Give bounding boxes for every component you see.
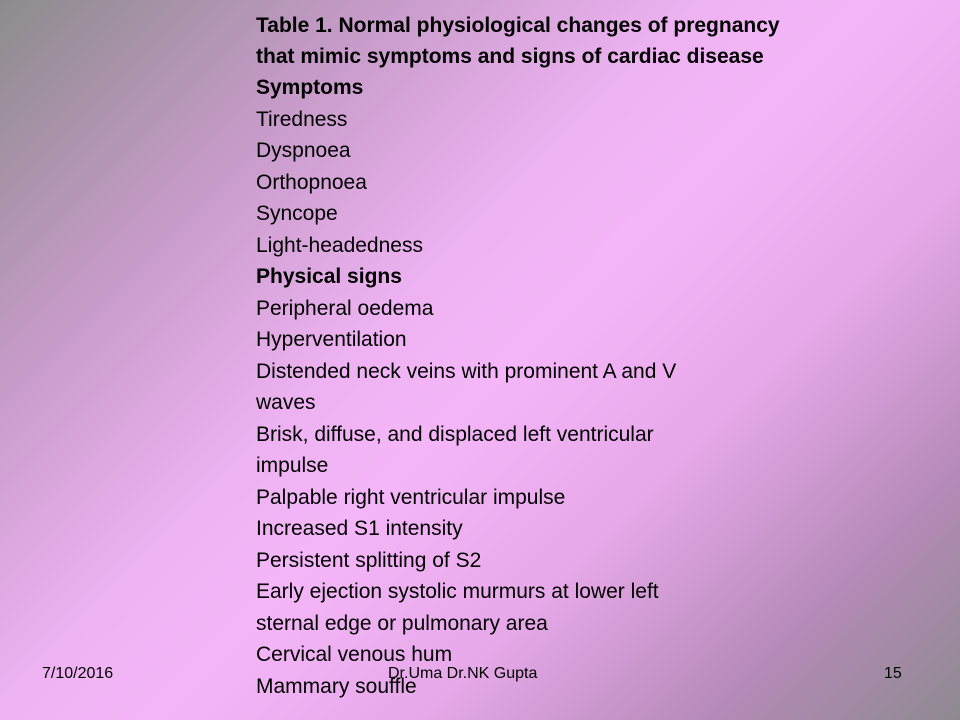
sign-item: Increased S1 intensity xyxy=(256,517,463,540)
symptom-item: Syncope xyxy=(256,202,338,225)
symptom-item: Orthopnoea xyxy=(256,170,367,194)
symptom-item: Tiredness xyxy=(256,107,348,131)
sign-item-continuation: sternal edge or pulmonary area xyxy=(256,611,548,635)
footer-date: 7/10/2016 xyxy=(42,665,114,682)
slide-title xyxy=(256,10,946,72)
sign-item: Brisk, diffuse, and displaced left ventricular xyxy=(256,422,654,446)
sign-item: Hyperventilation xyxy=(256,328,407,351)
sign-item: Palpable right ventricular impulse xyxy=(256,485,566,509)
sign-item: Peripheral oedema xyxy=(256,296,434,320)
title-line-2: that mimic symptoms and signs of cardiac disease xyxy=(256,45,764,68)
title-line-1: Table 1. Normal physiological changes of pregnancy xyxy=(256,14,780,37)
slide-body xyxy=(256,72,876,702)
symptom-item: Dyspnoea xyxy=(256,139,351,162)
sign-item-continuation: impulse xyxy=(256,454,329,477)
sign-item: Cervical venous hum xyxy=(256,643,453,666)
footer-author: Dr.Uma Dr.NK Gupta xyxy=(388,665,538,682)
sign-item: Mammary souffle xyxy=(256,674,417,698)
symptom-item: Light-headedness xyxy=(256,233,423,257)
sign-item: Early ejection systolic murmurs at lower left xyxy=(256,580,659,603)
sign-item: Distended neck veins with prominent A and V xyxy=(256,359,677,383)
signs-heading: Physical signs xyxy=(256,265,402,288)
symptoms-heading: Symptoms xyxy=(256,76,364,99)
sign-item-continuation: waves xyxy=(256,391,316,414)
footer-page-number: 15 xyxy=(884,665,902,682)
sign-item: Persistent splitting of S2 xyxy=(256,548,482,572)
